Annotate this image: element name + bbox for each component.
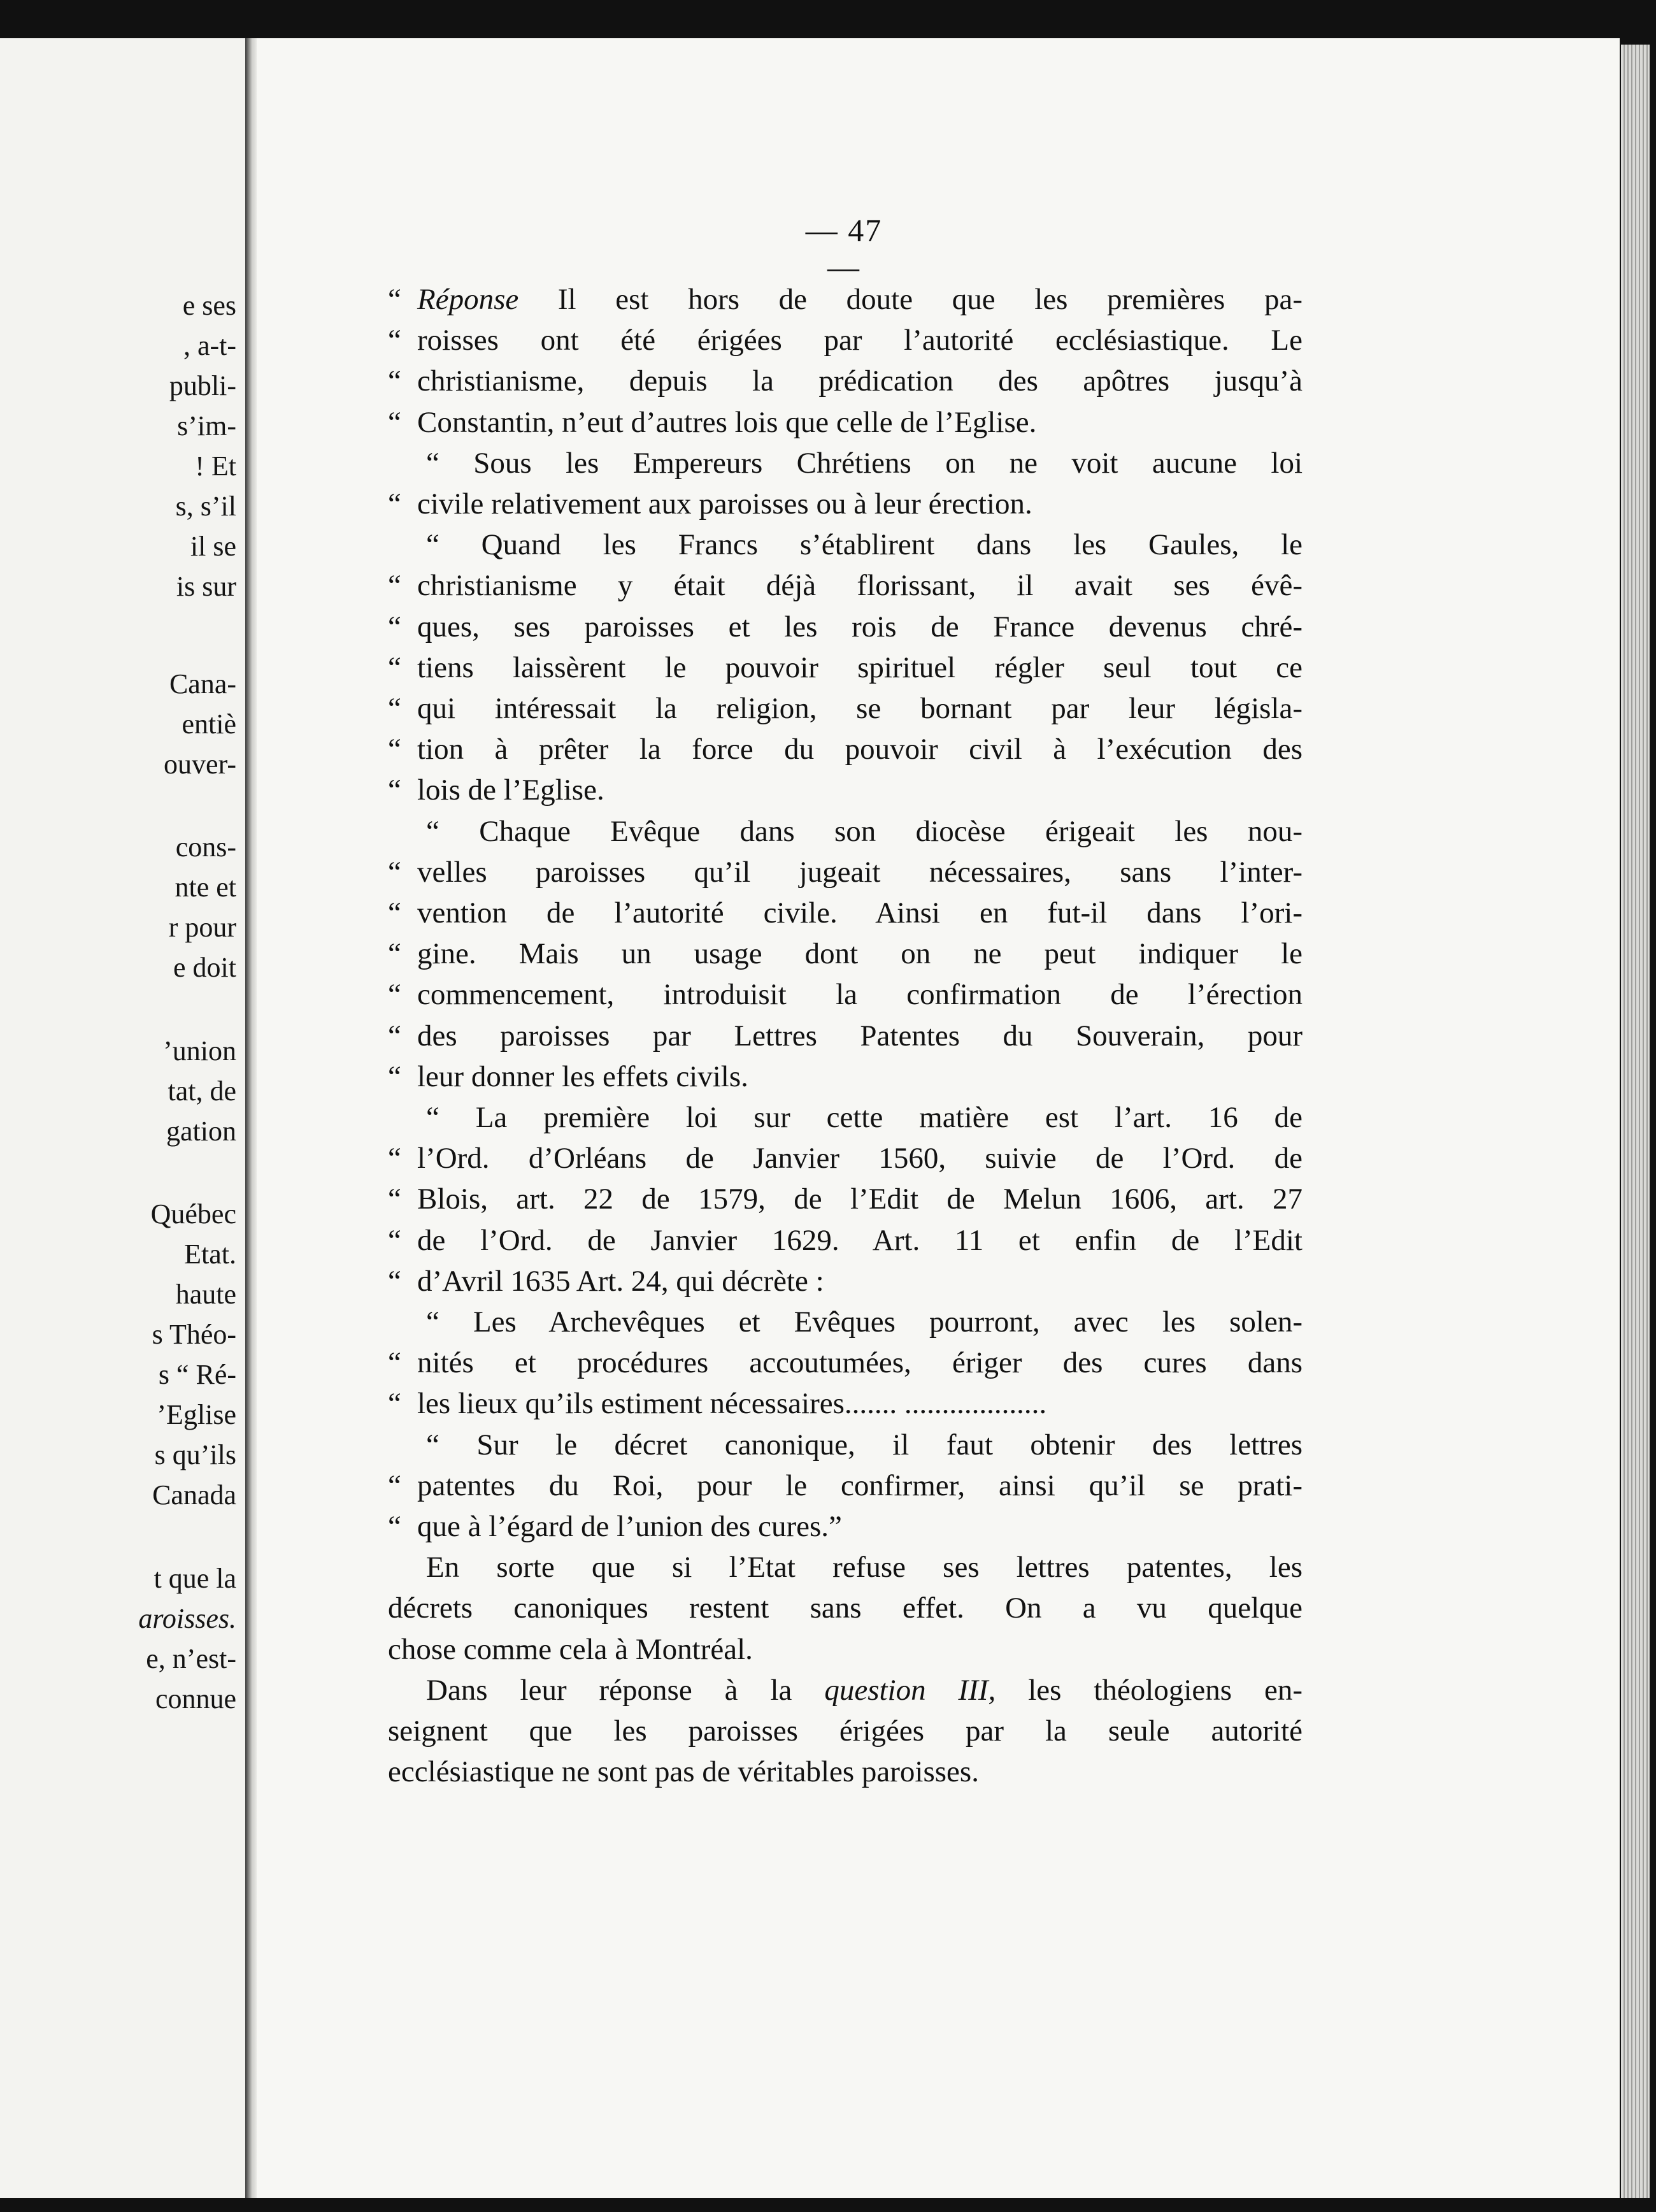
left-page-fragment: s “ Ré- — [158, 1359, 236, 1390]
line-text: gine. Mais un usage dont on ne peut indiquer le — [417, 937, 1303, 971]
text-line — [388, 1425, 1303, 1465]
left-page-fragment: e doit — [173, 952, 236, 983]
left-page-fragment: entiè — [182, 708, 236, 740]
margin-quote-mark: “ — [388, 855, 401, 889]
left-page-fragment: Cana- — [169, 668, 236, 700]
text-line — [388, 279, 1303, 320]
line-text: civile relativement aux paroisses ou à leur érection. — [417, 487, 1032, 521]
left-page-fragment: s Théo- — [152, 1319, 236, 1350]
margin-quote-mark: “ — [388, 1182, 401, 1216]
left-page-fragment: il se — [190, 531, 236, 562]
line-text: “ Sur le décret canonique, il faut obtenir des lettres — [426, 1428, 1303, 1462]
line-text: qui intéressait la religion, se bornant par leur législa- — [417, 692, 1303, 725]
margin-quote-mark: “ — [388, 364, 401, 398]
margin-quote-mark: “ — [388, 650, 401, 684]
line-text: vention de l’autorité civile. Ainsi en fut-il dans l’ori- — [417, 896, 1303, 930]
margin-quote-mark: “ — [388, 1387, 401, 1421]
text-line — [388, 565, 1303, 606]
text-line — [388, 1751, 1303, 1792]
left-page-fragment: e ses — [182, 290, 236, 321]
italic-word: Réponse — [417, 283, 519, 316]
margin-quote-mark: “ — [388, 1059, 401, 1093]
line-text: commencement, introduisit la confirmation de l’érection — [417, 978, 1303, 1012]
margin-quote-mark: “ — [388, 569, 401, 603]
left-page-fragment: ’Eglise — [157, 1399, 236, 1430]
left-page-fragment: haute — [175, 1279, 236, 1310]
left-page-fragment: , a-t- — [183, 330, 236, 361]
margin-quote-mark: “ — [388, 1510, 401, 1543]
line-text: chose comme cela à Montréal. — [388, 1632, 753, 1666]
text-line — [388, 402, 1303, 443]
text-line — [388, 443, 1303, 484]
left-page-fragment: ! Et — [195, 450, 236, 482]
left-page-fragment: connue — [155, 1683, 236, 1714]
text-line — [388, 1016, 1303, 1056]
text-line — [388, 607, 1303, 647]
text-line — [388, 1547, 1303, 1588]
text-line — [388, 1711, 1303, 1751]
page-number: — 47 — — [805, 212, 883, 285]
line-text: Constantin, n’eut d’autres lois que celle de l’Eglise. — [417, 405, 1037, 439]
left-page-fragment: tat, de — [168, 1075, 236, 1107]
left-page-fragment: aroisses. — [138, 1603, 236, 1634]
line-text: tiens laissèrent le pouvoir spirituel régler seul tout ce — [417, 650, 1303, 684]
text-line — [388, 1179, 1303, 1219]
margin-quote-mark: “ — [388, 896, 401, 930]
margin-quote-mark: “ — [388, 487, 401, 521]
text-line — [388, 361, 1303, 401]
line-text: des paroisses par Lettres Patentes du Souverain, pour — [417, 1019, 1303, 1052]
text-line — [388, 893, 1303, 933]
text-line — [388, 1629, 1303, 1670]
line-text: de l’Ord. de Janvier 1629. Art. 11 et enfin de l’Edit — [417, 1223, 1303, 1257]
text-line — [388, 811, 1303, 852]
line-text: “ Chaque Evêque dans son diocèse érigeait les nou- — [426, 814, 1303, 848]
line-text: d’Avril 1635 Art. 24, qui décrète : — [417, 1264, 824, 1298]
margin-quote-mark: “ — [388, 1346, 401, 1380]
text-line — [388, 1383, 1303, 1424]
line-text: christianisme y était déjà florissant, il avait ses évê- — [417, 569, 1303, 603]
margin-quote-mark: “ — [388, 1142, 401, 1175]
margin-quote-mark: “ — [388, 733, 401, 766]
left-page-fragment: s qu’ils — [154, 1439, 236, 1470]
line-text: les lieux qu’ils estiment nécessaires....... ................... — [417, 1387, 1047, 1421]
text-line — [388, 1670, 1303, 1711]
line-text: ques, ses paroisses et les rois de France devenus chré- — [417, 610, 1303, 643]
text-line — [388, 688, 1303, 729]
text-line — [388, 770, 1303, 810]
left-page-fragment: publi- — [169, 370, 236, 401]
line-text: En sorte que si l’Etat refuse ses lettres patentes, les — [426, 1551, 1303, 1584]
text-line — [388, 1220, 1303, 1261]
line-text: tion à prêter la force du pouvoir civil à l’exécution des — [417, 733, 1303, 766]
line-text: christianisme, depuis la prédication des apôtres jusqu’à — [417, 364, 1303, 398]
margin-quote-mark: “ — [388, 1223, 401, 1257]
margin-quote-mark: “ — [388, 405, 401, 439]
left-page-fragment: s, s’il — [175, 491, 236, 522]
left-facing-page — [0, 38, 245, 2198]
text-line — [388, 320, 1303, 361]
left-page-fragment: r pour — [168, 912, 236, 943]
line-text: l’Ord. d’Orléans de Janvier 1560, suivie de l’Ord. de — [417, 1142, 1303, 1175]
text-line — [388, 524, 1303, 565]
left-page-fragment: Etat. — [184, 1239, 236, 1270]
line-text: velles paroisses qu’il jugeait nécessaires, sans l’inter- — [417, 855, 1303, 889]
left-page-fragment: s’im- — [177, 410, 236, 442]
left-page-fragment: cons- — [175, 831, 236, 863]
text-line — [388, 647, 1303, 688]
left-page-fragment: gation — [166, 1116, 236, 1147]
margin-quote-mark: “ — [388, 937, 401, 971]
margin-quote-mark: “ — [388, 978, 401, 1012]
text-line — [388, 1506, 1303, 1547]
left-page-fragment: Canada — [152, 1479, 236, 1511]
book-gutter — [245, 38, 257, 2198]
left-page-fragment: t que la — [153, 1563, 236, 1594]
line-text: Il est hors de doute que les premières pa- — [518, 283, 1303, 316]
text-line — [388, 484, 1303, 524]
left-page-fragment: e, n’est- — [146, 1643, 236, 1674]
text-line — [388, 1056, 1303, 1097]
margin-quote-mark: “ — [388, 773, 401, 807]
line-text: “ La première loi sur cette matière est l’art. 16 de — [426, 1101, 1303, 1134]
line-text: “ Les Archevêques et Evêques pourront, avec les solen- — [426, 1305, 1303, 1339]
line-text: roisses ont été érigées par l’autorité ecclésiastique. Le — [417, 324, 1303, 357]
margin-quote-mark: “ — [388, 283, 401, 316]
line-text: “ Quand les Francs s’établirent dans les Gaules, le — [426, 528, 1303, 562]
line-text: nités et procédures accoutumées, ériger des cures dans — [417, 1346, 1303, 1380]
left-page-fragment: ouver- — [164, 749, 236, 780]
line-text: leur donner les effets civils. — [417, 1059, 748, 1093]
left-page-fragment: Québec — [150, 1198, 236, 1230]
text-line — [388, 1138, 1303, 1179]
text-line — [388, 1342, 1303, 1383]
margin-quote-mark: “ — [388, 1019, 401, 1052]
line-text: Blois, art. 22 de 1579, de l’Edit de Melun 1606, art. 27 — [417, 1182, 1303, 1216]
line-text: que à l’égard de l’union des cures.” — [417, 1510, 842, 1543]
line-text: ecclésiastique ne sont pas de véritables paroisses. — [388, 1755, 979, 1789]
left-page-fragment: is sur — [176, 571, 236, 602]
left-page-fragment: nte et — [175, 872, 236, 903]
line-text: lois de l’Eglise. — [417, 773, 604, 807]
text-line — [388, 933, 1303, 974]
line-text-tail: les théologiens en- — [996, 1673, 1303, 1707]
margin-quote-mark: “ — [388, 610, 401, 643]
text-line — [388, 1588, 1303, 1628]
left-page-fragment: ’union — [163, 1035, 236, 1066]
line-text: décrets canoniques restent sans effet. On a vu quelque — [388, 1591, 1303, 1625]
page-stack-edge — [1621, 45, 1650, 2198]
margin-quote-mark: “ — [388, 1469, 401, 1502]
text-line — [388, 1097, 1303, 1138]
text-line — [388, 974, 1303, 1015]
line-text: Dans leur réponse à la — [426, 1673, 825, 1707]
line-text: “ Sous les Empereurs Chrétiens on ne voit aucune loi — [426, 446, 1303, 480]
margin-quote-mark: “ — [388, 1264, 401, 1298]
line-text: patentes du Roi, pour le confirmer, ainsi qu’il se prati- — [417, 1469, 1303, 1502]
italic-phrase: question III, — [824, 1673, 996, 1707]
margin-quote-mark: “ — [388, 692, 401, 725]
line-text: seignent que les paroisses érigées par la seule autorité — [388, 1714, 1303, 1748]
text-line — [388, 852, 1303, 893]
text-line — [388, 1261, 1303, 1302]
margin-quote-mark: “ — [388, 324, 401, 357]
text-line — [388, 1465, 1303, 1506]
text-line — [388, 729, 1303, 770]
text-line — [388, 1302, 1303, 1342]
